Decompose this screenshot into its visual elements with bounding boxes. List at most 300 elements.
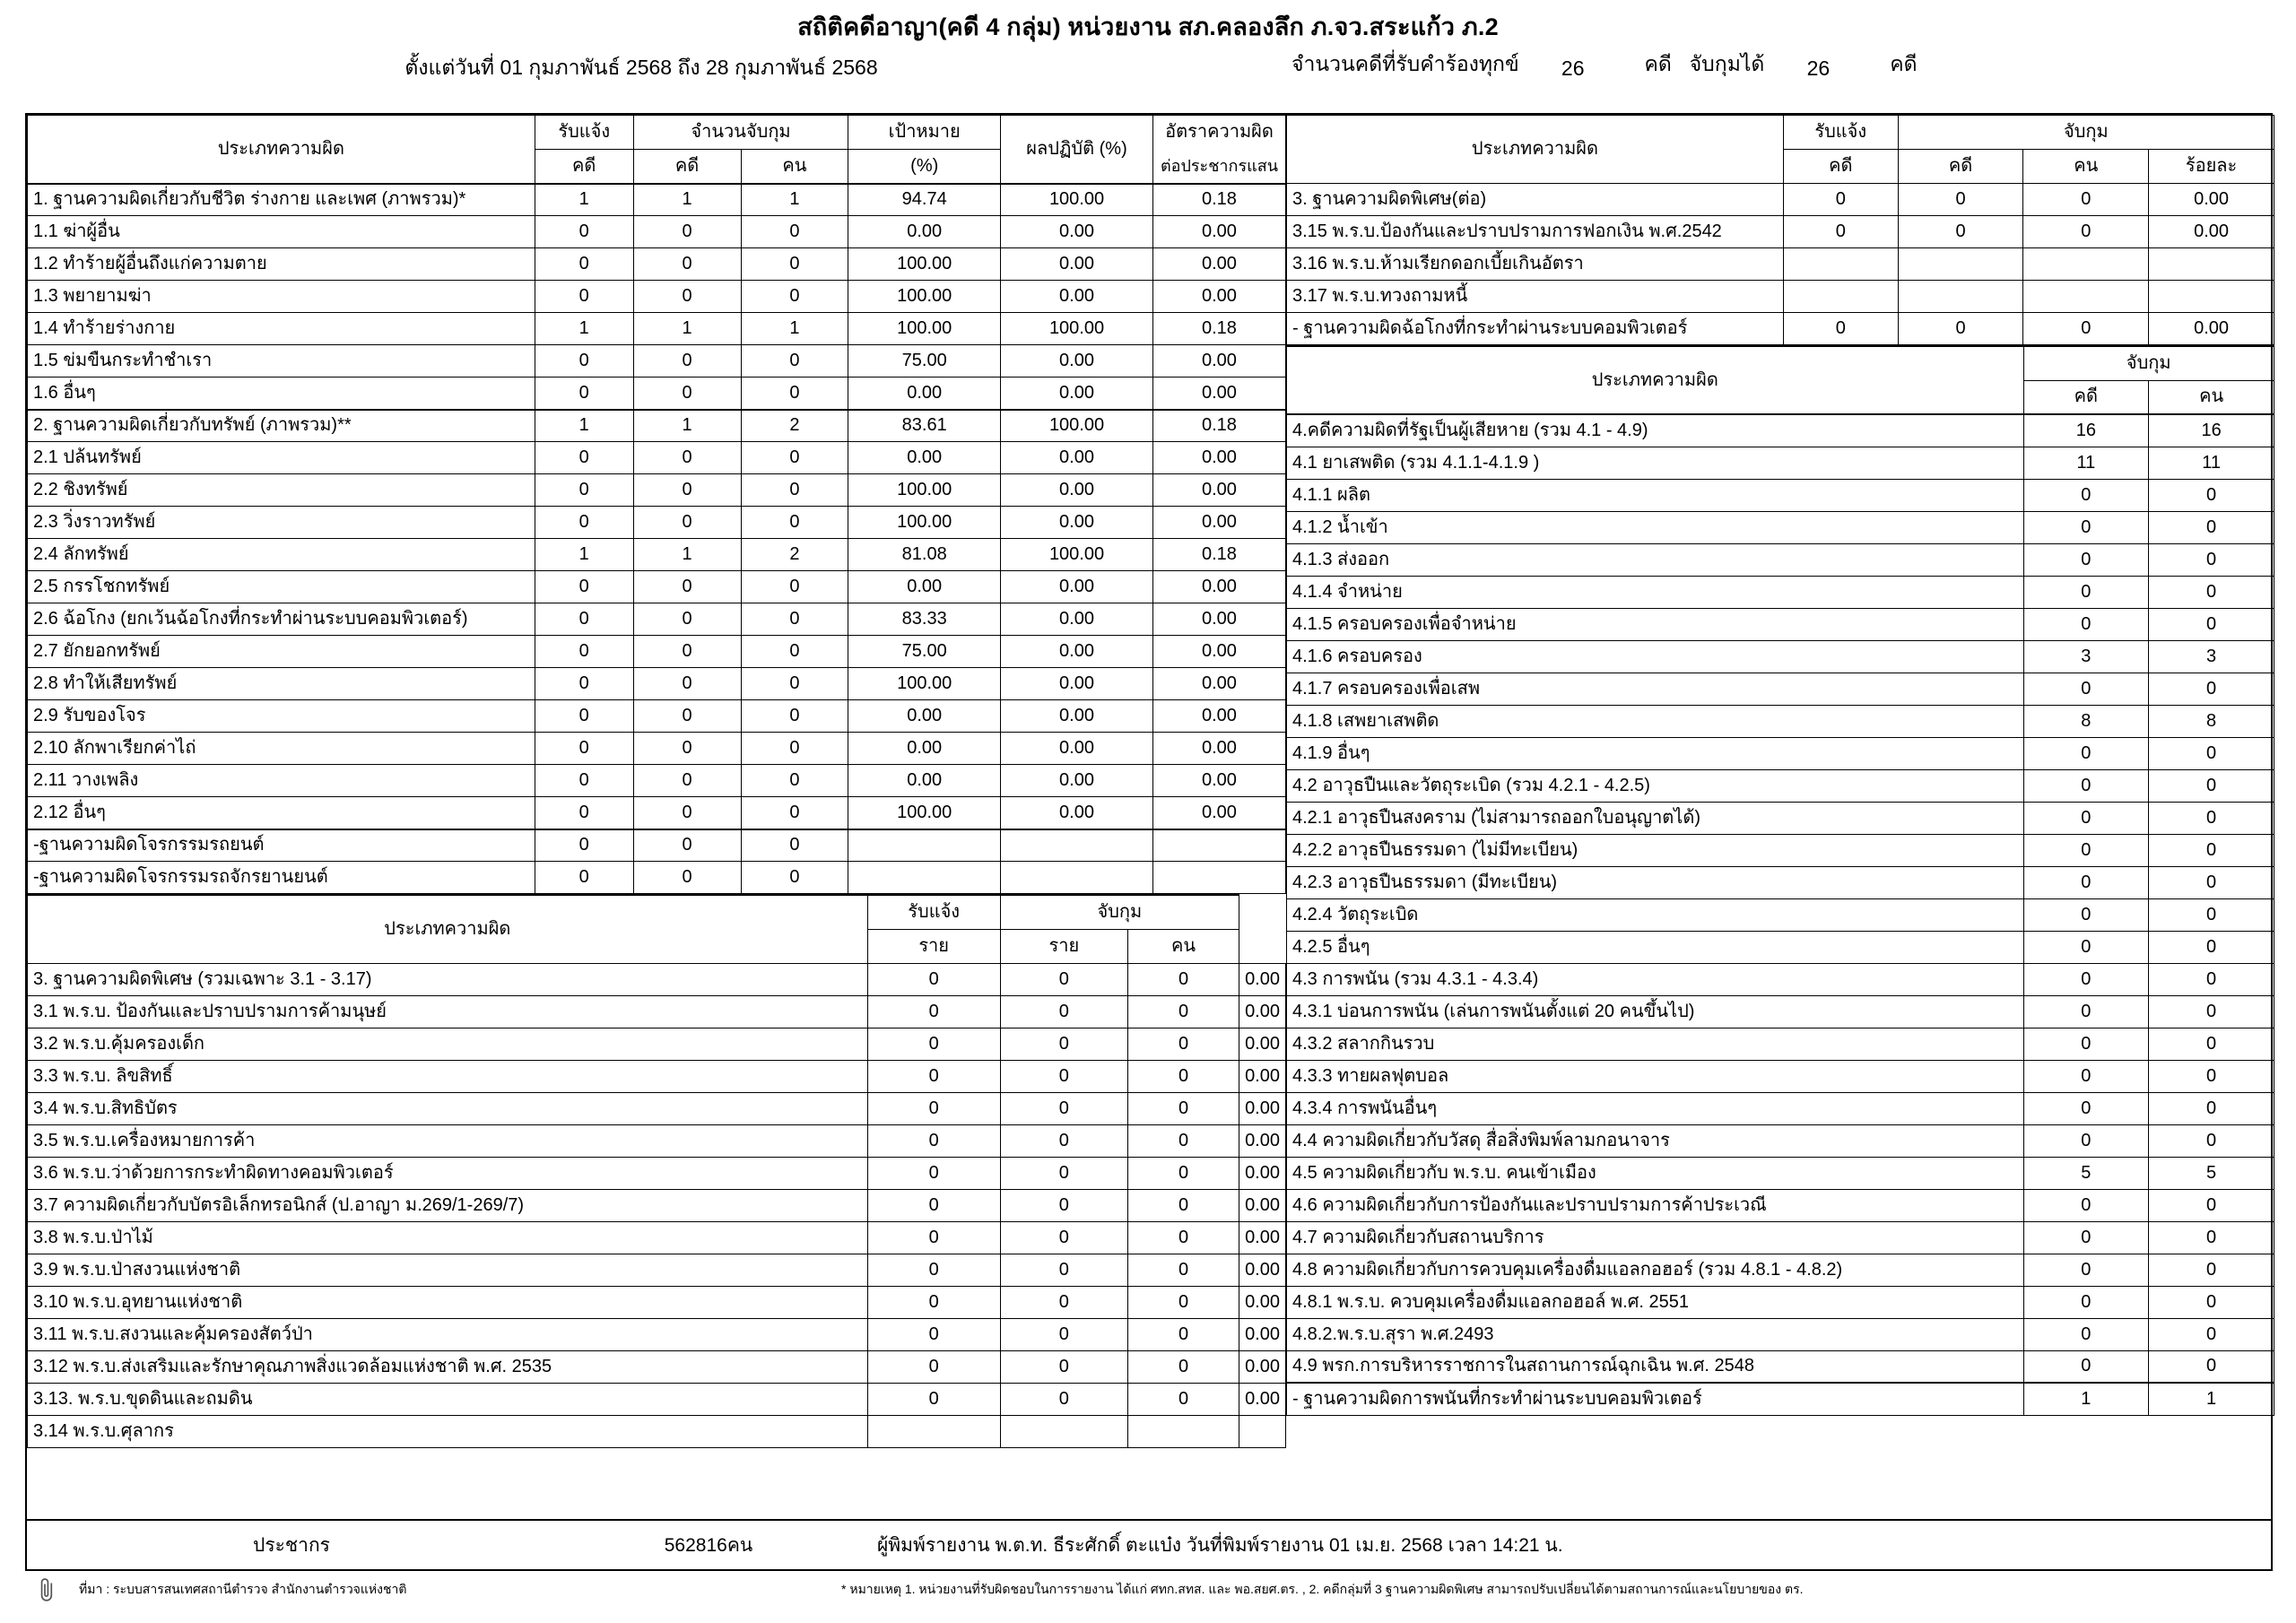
cell-case: 0: [1898, 184, 2023, 216]
cell-reported: 1: [535, 539, 633, 571]
cell-perf: 0.00: [1001, 700, 1153, 733]
cell-reported: 0: [867, 1028, 1000, 1060]
cell-case: 0: [2023, 1092, 2149, 1124]
row-label: 3. ฐานความผิดพิเศษ(ต่อ): [1287, 184, 1784, 216]
cell-case: 1: [633, 410, 741, 442]
cell-pct: 0.00: [1239, 963, 1286, 995]
table-row: [1287, 1060, 2274, 1092]
row-label: 2.3 วิ่งราวทรัพย์: [28, 507, 535, 539]
cell-reported: 0: [867, 963, 1000, 995]
cell-pct: 0.00: [1239, 1028, 1286, 1060]
cell-rate: 0.00: [1152, 733, 1285, 765]
cell-person: 0: [2149, 1254, 2274, 1286]
row-label: 4.1.9 อื่นๆ: [1287, 737, 2024, 769]
cell-perf: 0.00: [1001, 281, 1153, 313]
cell-reported: 0: [535, 216, 633, 248]
table-row: [1287, 1286, 2274, 1318]
population-value: 562816คน: [664, 1534, 753, 1556]
cell-person: 0: [1128, 1189, 1239, 1221]
table-row: [1287, 511, 2274, 543]
cell-perf: 0.00: [1001, 797, 1153, 829]
remark-note: * หมายเหตุ 1. หน่วยงานที่รับผิดชอบในการรายงาน ได้แก่ ศทก.สทส. และ พอ.สยศ.ตร. , 2. คดีกลุ่มที่ 3 ฐานความผิดพิเศษ สามารถปรับเปลี่ยนได้ตามสถานการณ์และนโยบายของ ตร.: [841, 1582, 1804, 1596]
table-row: [28, 1286, 1286, 1318]
cell-case: 0: [633, 603, 741, 636]
cell-case: 0: [2023, 769, 2149, 802]
left-side: [27, 115, 1286, 1448]
cell-person: 0: [2149, 1028, 2274, 1060]
row-label: 4.3.1 บ่อนการพนัน (เล่นการพนันตั้งแต่ 20 คนขึ้นไป): [1287, 995, 2024, 1028]
table-row: [1287, 313, 2274, 345]
cell-person: 0: [2149, 866, 2274, 898]
cell-person: 0: [1128, 1221, 1239, 1254]
cell-case: 0: [1000, 1092, 1127, 1124]
row-label: 2.1 ปล้นทรัพย์: [28, 442, 535, 474]
table-row: [28, 313, 1286, 345]
cell-target: 100.00: [848, 507, 1001, 539]
col-right-arrest-person: คน: [2023, 150, 2149, 184]
cell-case: 0: [633, 507, 741, 539]
row-label: 4.1.2 น้ำเข้า: [1287, 511, 2024, 543]
row-label: 3. ฐานความผิดพิเศษ (รวมเฉพาะ 3.1 - 3.17): [28, 963, 868, 995]
table-row: [1287, 1189, 2274, 1221]
table-row: [28, 378, 1286, 410]
cell-reported: 0: [867, 1350, 1000, 1383]
cell-perf: 100.00: [1001, 410, 1153, 442]
row-label: 4.2.1 อาวุธปืนสงคราม (ไม่สามารถออกใบอนุญาตได้): [1287, 802, 2024, 834]
cell-case: 3: [2023, 640, 2149, 673]
cell-rate: 0.00: [1152, 765, 1285, 797]
row-label: 3.6 พ.ร.บ.ว่าด้วยการกระทำผิดทางคอมพิวเตอร์: [28, 1157, 868, 1189]
cell-target: 94.74: [848, 184, 1001, 216]
table-row: [1287, 866, 2274, 898]
cell-case: 1: [633, 313, 741, 345]
footer-band: [25, 1521, 2273, 1571]
title-block: [0, 0, 2296, 43]
cell-case: 0: [2023, 1254, 2149, 1286]
cell-pct: 0.00: [1239, 1254, 1286, 1286]
cell-reported: 0: [867, 1189, 1000, 1221]
row-label: 1.5 ข่มขืนกระทำชำเรา: [28, 345, 535, 378]
table-row: [1287, 479, 2274, 511]
page-title: สถิติคดีอาญา(คดี 4 กลุ่ม) หน่วยงาน สภ.คลองลึก ภ.จว.สระแก้ว ภ.2: [797, 13, 1499, 40]
table-row: [1287, 705, 2274, 737]
cell-case: 0: [1000, 1028, 1127, 1060]
row-label: 2.8 ทำให้เสียทรัพย์: [28, 668, 535, 700]
col-arrest-case: คดี: [633, 150, 741, 184]
col-right-arrest-group: จับกุม: [1898, 116, 2274, 150]
cell-case: 0: [1000, 1060, 1127, 1092]
cell-perf: 0.00: [1001, 378, 1153, 410]
cell-case: 0: [2023, 1028, 2149, 1060]
row-label: 3.11 พ.ร.บ.สงวนและคุ้มครองสัตว์ป่า: [28, 1318, 868, 1350]
cell-pct: 0.00: [2149, 216, 2274, 248]
cell-person: 0: [2149, 1318, 2274, 1350]
cell-person: 0: [2149, 963, 2274, 995]
cell-case: 0: [2023, 673, 2149, 705]
row-label: 1.1 ฆ่าผู้อื่น: [28, 216, 535, 248]
table-row: [1287, 1124, 2274, 1157]
col-right-arrest-pct: ร้อยละ: [2149, 150, 2274, 184]
cell-perf: 0.00: [1001, 765, 1153, 797]
cell-person: 11: [2149, 447, 2274, 479]
cell-person: 0: [2149, 802, 2274, 834]
table-row: [28, 1350, 1286, 1383]
col-right-type: ประเภทความผิด: [1287, 116, 1784, 184]
table-row: [28, 1254, 1286, 1286]
subtitle-row: [0, 48, 2296, 81]
summary-counts: [1283, 48, 2242, 81]
cell-reported: 0: [535, 378, 633, 410]
col-right-reported-sub: คดี: [1783, 150, 1898, 184]
cell-reported: 0: [535, 636, 633, 668]
row-label: 2.6 ฉ้อโกง (ยกเว้นฉ้อโกงที่กระทำผ่านระบบคอมพิวเตอร์): [28, 603, 535, 636]
cell-person: 0: [1128, 1318, 1239, 1350]
row-label: - ฐานความผิดฉ้อโกงที่กระทำผ่านระบบคอมพิวเตอร์: [1287, 313, 1784, 345]
cell-perf: 0.00: [1001, 442, 1153, 474]
cell-person: 1: [741, 313, 848, 345]
arrested-label: จับกุมได้: [1689, 51, 1765, 75]
cell-reported: 0: [1783, 313, 1898, 345]
row-label: 2.12 อื่นๆ: [28, 797, 535, 829]
cell-case: 0: [2023, 1221, 2149, 1254]
cell-case: 0: [1000, 1157, 1127, 1189]
cell-person: 0: [1128, 1350, 1239, 1383]
cell-person: [2023, 281, 2149, 313]
table-row: [1287, 995, 2274, 1028]
cell-person: 1: [2149, 1383, 2274, 1415]
table-row: [28, 507, 1286, 539]
table-row: [28, 281, 1286, 313]
table-row: [1287, 1318, 2274, 1350]
col-state-type: ประเภทความผิด: [1287, 346, 2024, 414]
cell-case: 0: [1000, 1221, 1127, 1254]
cell-person: 0: [741, 797, 848, 829]
col-right-reported-group: รับแจ้ง: [1783, 116, 1898, 150]
cell-person: 0: [2149, 1350, 2274, 1383]
cell-perf: 0.00: [1001, 636, 1153, 668]
col-special-reported-group: รับแจ้ง: [867, 895, 1000, 929]
cell-case: 1: [633, 539, 741, 571]
col-crime-type: ประเภทความผิด: [28, 116, 535, 184]
cell-perf: 0.00: [1001, 345, 1153, 378]
col-special-reported-sub: ราย: [867, 929, 1000, 963]
row-label: 4.1.5 ครอบครองเพื่อจำหน่าย: [1287, 608, 2024, 640]
col-state-arrest-case: คดี: [2023, 380, 2149, 414]
cell-perf: 0.00: [1001, 733, 1153, 765]
col-arrest-person: คน: [741, 150, 848, 184]
cell-person: 0: [2149, 898, 2274, 931]
cell-rate: 0.00: [1152, 281, 1285, 313]
row-label: 4.2.2 อาวุธปืนธรรมดา (ไม่มีทะเบียน): [1287, 834, 2024, 866]
table-row: [1287, 576, 2274, 608]
cell-person: 0: [1128, 1028, 1239, 1060]
col-target-sub: (%): [848, 150, 1001, 184]
table-row: [28, 700, 1286, 733]
cell-case: 0: [1000, 1286, 1127, 1318]
cell-rate: 0.00: [1152, 507, 1285, 539]
cell-case: 5: [2023, 1157, 2149, 1189]
cell-case: 0: [2023, 543, 2149, 576]
cell-target: 83.61: [848, 410, 1001, 442]
cell-person: 0: [741, 281, 848, 313]
table-row: [28, 248, 1286, 281]
cell-reported: 0: [535, 765, 633, 797]
special-offenses-table: [27, 894, 1286, 1448]
row-label: 4.1.1 ผลิต: [1287, 479, 2024, 511]
table-row: [1287, 414, 2274, 447]
cell-target: 75.00: [848, 636, 1001, 668]
col-special-arrest-person: คน: [1128, 929, 1239, 963]
table-row: [1287, 1254, 2274, 1286]
row-label: 4.6 ความผิดเกี่ยวกับการป้องกันและปราบปรามการค้าประเวณี: [1287, 1189, 2024, 1221]
cell-case: 0: [633, 636, 741, 668]
cell-case: 0: [633, 571, 741, 603]
table-row: [28, 1060, 1286, 1092]
table-row: [1287, 1350, 2274, 1383]
cell-reported: 0: [867, 1286, 1000, 1318]
cell-rate: 0.00: [1152, 571, 1285, 603]
col-reported-sub: คดี: [535, 150, 633, 184]
row-label: 3.9 พ.ร.บ.ป่าสงวนแห่งชาติ: [28, 1254, 868, 1286]
right-side: [1286, 115, 2274, 1416]
cell-reported: 0: [1783, 216, 1898, 248]
row-label: 4.3 การพนัน (รวม 4.3.1 - 4.3.4): [1287, 963, 2024, 995]
cell-person: 3: [2149, 640, 2274, 673]
cell-rate: 0.00: [1152, 797, 1285, 829]
cell-person: 0: [1128, 1092, 1239, 1124]
cell-person: 0: [2149, 1286, 2274, 1318]
cell-target: 100.00: [848, 281, 1001, 313]
cell-case: 0: [633, 668, 741, 700]
cell-reported: 0: [535, 571, 633, 603]
cell-person: 0: [2149, 543, 2274, 576]
printer-line: ผู้พิมพ์รายงาน พ.ต.ท. ธีระศักดิ์ ตะแบ๋ง วันที่พิมพ์รายงาน 01 เม.ย. 2568 เวลา 14:21 น.: [877, 1534, 1563, 1556]
table-row: [28, 1124, 1286, 1157]
row-label: 3.8 พ.ร.บ.ป่าไม้: [28, 1221, 868, 1254]
row-label: 4.5 ความผิดเกี่ยวกับ พ.ร.บ. คนเข้าเมือง: [1287, 1157, 2024, 1189]
cell-case: 11: [2023, 447, 2149, 479]
cell-reported: 0: [535, 862, 633, 894]
row-label: 3.12 พ.ร.บ.ส่งเสริมและรักษาคุณภาพสิ่งแวดล้อมแห่งชาติ พ.ศ. 2535: [28, 1350, 868, 1383]
cell-pct: [2149, 281, 2274, 313]
table-row: [1287, 673, 2274, 705]
table-row: [28, 1028, 1286, 1060]
row-label: 3.4 พ.ร.บ.สิทธิบัตร: [28, 1092, 868, 1124]
cell-reported: 0: [535, 281, 633, 313]
cell-rate: 0.00: [1152, 378, 1285, 410]
table-row: [1287, 608, 2274, 640]
state-victim-table: [1286, 345, 2274, 1416]
cell-target: 100.00: [848, 668, 1001, 700]
row-label: 1.3 พยายามฆ่า: [28, 281, 535, 313]
cell-person: 0: [1128, 1157, 1239, 1189]
cell-reported: 0: [535, 507, 633, 539]
cell-person: 0: [2149, 834, 2274, 866]
cell-reported: 0: [535, 700, 633, 733]
row-label: 2.5 กรรโชกทรัพย์: [28, 571, 535, 603]
cell-target: 100.00: [848, 313, 1001, 345]
cell-person: 0: [2149, 931, 2274, 963]
received-label: จำนวนคดีที่รับคำร้องทุกข์: [1292, 51, 1519, 75]
cell-case: 0: [633, 474, 741, 507]
cell-person: 0: [1128, 1124, 1239, 1157]
cell-rate: 0.00: [1152, 474, 1285, 507]
cell-person: 0: [2149, 1189, 2274, 1221]
cell-target: 100.00: [848, 474, 1001, 507]
row-label: 4.3.3 ทายผลฟุตบอล: [1287, 1060, 2024, 1092]
table-row: [1287, 1221, 2274, 1254]
row-label: 4.1 ยาเสพติด (รวม 4.1.1-4.1.9 ): [1287, 447, 2024, 479]
table-row: [1287, 1157, 2274, 1189]
cell-reported: 0: [867, 1383, 1000, 1415]
row-label: 2.10 ลักพาเรียกค่าไถ่: [28, 733, 535, 765]
cell-target: 0.00: [848, 571, 1001, 603]
table-row: [1287, 640, 2274, 673]
cell-reported: 0: [867, 1092, 1000, 1124]
row-label: 3.3 พ.ร.บ. ลิขสิทธิ์: [28, 1060, 868, 1092]
cell-reported: 0: [867, 1254, 1000, 1286]
table-row: [1287, 184, 2274, 216]
cell-person: 0: [2149, 1060, 2274, 1092]
cell-target: [848, 829, 1001, 862]
table-row: [1287, 1028, 2274, 1060]
row-label: 2.11 วางเพลิง: [28, 765, 535, 797]
row-label: 1.4 ทำร้ายร่างกาย: [28, 313, 535, 345]
cell-person: 0: [741, 474, 848, 507]
row-label: 4.3.4 การพนันอื่นๆ: [1287, 1092, 2024, 1124]
cell-target: 0.00: [848, 378, 1001, 410]
row-label: 4.9 พรก.การบริหารราชการในสถานการณ์ฉุกเฉิน พ.ศ. 2548: [1287, 1350, 2024, 1383]
cell-case: 0: [2023, 898, 2149, 931]
row-label: 3.16 พ.ร.บ.ห้ามเรียกดอกเบี้ยเกินอัตรา: [1287, 248, 1784, 281]
cell-case: 0: [2023, 802, 2149, 834]
arrested-value: 26: [1806, 56, 1831, 80]
cell-pct: 0.00: [1239, 1189, 1286, 1221]
cell-reported: 1: [535, 184, 633, 216]
row-label: -ฐานความผิดโจรกรรมรถยนต์: [28, 829, 535, 862]
cell-pct: 0.00: [1239, 1157, 1286, 1189]
cell-case: 0: [633, 378, 741, 410]
cell-target: 0.00: [848, 216, 1001, 248]
cell-perf: 0.00: [1001, 248, 1153, 281]
cell-person: 0: [1128, 1286, 1239, 1318]
table-row: [28, 1221, 1286, 1254]
table-row: [28, 1157, 1286, 1189]
cell-reported: 1: [535, 313, 633, 345]
row-label: 1.6 อื่นๆ: [28, 378, 535, 410]
cell-pct: 0.00: [1239, 1092, 1286, 1124]
cell-person: 0: [2149, 511, 2274, 543]
cell-reported: 0: [867, 1318, 1000, 1350]
cell-target: 0.00: [848, 765, 1001, 797]
cell-reported: 0: [867, 995, 1000, 1028]
cell-case: 0: [2023, 737, 2149, 769]
row-label: 2. ฐานความผิดเกี่ยวกับทรัพย์ (ภาพรวม)**: [28, 410, 535, 442]
state-victim-body: [1287, 414, 2274, 1415]
row-label: 2.2 ชิงทรัพย์: [28, 474, 535, 507]
cell-case: 0: [633, 345, 741, 378]
row-label: 2.7 ยักยอกทรัพย์: [28, 636, 535, 668]
cell-pct: 0.00: [1239, 1221, 1286, 1254]
row-label: 4.2.4 วัตถุระเบิด: [1287, 898, 2024, 931]
cell-person: 0: [741, 636, 848, 668]
cell-case: 0: [2023, 608, 2149, 640]
col-special-arrest-case: ราย: [1000, 929, 1127, 963]
cell-person: 0: [741, 507, 848, 539]
table-row: [28, 862, 1286, 894]
row-label: 4.8.2.พ.ร.บ.สุรา พ.ศ.2493: [1287, 1318, 2024, 1350]
cell-rate: 0.00: [1152, 700, 1285, 733]
source-note: ที่มา : ระบบสารสนเทศสถานีตำรวจ สำนักงานตำรวจแห่งชาติ: [79, 1582, 407, 1596]
cell-person: 0: [741, 248, 848, 281]
cell-case: 0: [1898, 216, 2023, 248]
cell-target: 0.00: [848, 733, 1001, 765]
cell-rate: 0.00: [1152, 442, 1285, 474]
report-frame: [25, 113, 2273, 1521]
row-label: 4.คดีความผิดที่รัฐเป็นผู้เสียหาย (รวม 4.1 - 4.9): [1287, 414, 2024, 447]
cell-reported: 0: [535, 797, 633, 829]
cell-rate: 0.00: [1152, 216, 1285, 248]
cell-pct: 0.00: [1239, 1350, 1286, 1383]
cell-reported: [1783, 281, 1898, 313]
cell-rate: 0.18: [1152, 313, 1285, 345]
cell-target: 100.00: [848, 248, 1001, 281]
cell-reported: 0: [867, 1124, 1000, 1157]
row-label: 2.4 ลักทรัพย์: [28, 539, 535, 571]
cell-perf: 100.00: [1001, 184, 1153, 216]
table-row: [28, 474, 1286, 507]
cell-target: 0.00: [848, 700, 1001, 733]
cell-case: 0: [1000, 1318, 1127, 1350]
special-offenses-body: [28, 963, 1286, 1447]
row-label: 4.2.3 อาวุธปืนธรรมดา (มีทะเบียน): [1287, 866, 2024, 898]
cell-pct: 0.00: [1239, 995, 1286, 1028]
table-row: [28, 829, 1286, 862]
cell-case: 16: [2023, 414, 2149, 447]
cell-case: 0: [2023, 1318, 2149, 1350]
cell-person: 0: [2149, 1124, 2274, 1157]
cell-case: 1: [633, 184, 741, 216]
cell-pct: 0.00: [1239, 1060, 1286, 1092]
cell-pct: 0.00: [2149, 184, 2274, 216]
row-label: 3.7 ความผิดเกี่ยวกับบัตรอิเล็กทรอนิกส์ (ป.อาญา ม.269/1-269/7): [28, 1189, 868, 1221]
cell-perf: 0.00: [1001, 571, 1153, 603]
cell-perf: 0.00: [1001, 603, 1153, 636]
cell-reported: 0: [535, 345, 633, 378]
table-row: [28, 733, 1286, 765]
table-row: [1287, 769, 2274, 802]
cell-case: 0: [633, 700, 741, 733]
cell-person: 0: [2149, 769, 2274, 802]
col-special-arrest-group: จับกุม: [1000, 895, 1239, 929]
cell-person: 0: [2023, 184, 2149, 216]
cell-rate: 0.00: [1152, 248, 1285, 281]
table-row: [28, 1415, 1286, 1447]
cell-case: 0: [1000, 1189, 1127, 1221]
cell-case: 0: [633, 442, 741, 474]
cell-case: 0: [1898, 313, 2023, 345]
table-row: [28, 765, 1286, 797]
cell-person: 0: [2149, 1092, 2274, 1124]
cell-case: 0: [633, 765, 741, 797]
row-label: 3.15 พ.ร.บ.ป้องกันและปราบปรามการฟอกเงิน พ.ศ.2542: [1287, 216, 1784, 248]
cell-person: 0: [1128, 1383, 1239, 1415]
cell-case: 0: [1000, 1350, 1127, 1383]
table-row: [28, 1189, 1286, 1221]
cell-person: 0: [741, 733, 848, 765]
cell-pct: 0.00: [1239, 1383, 1286, 1415]
table-row: [1287, 248, 2274, 281]
